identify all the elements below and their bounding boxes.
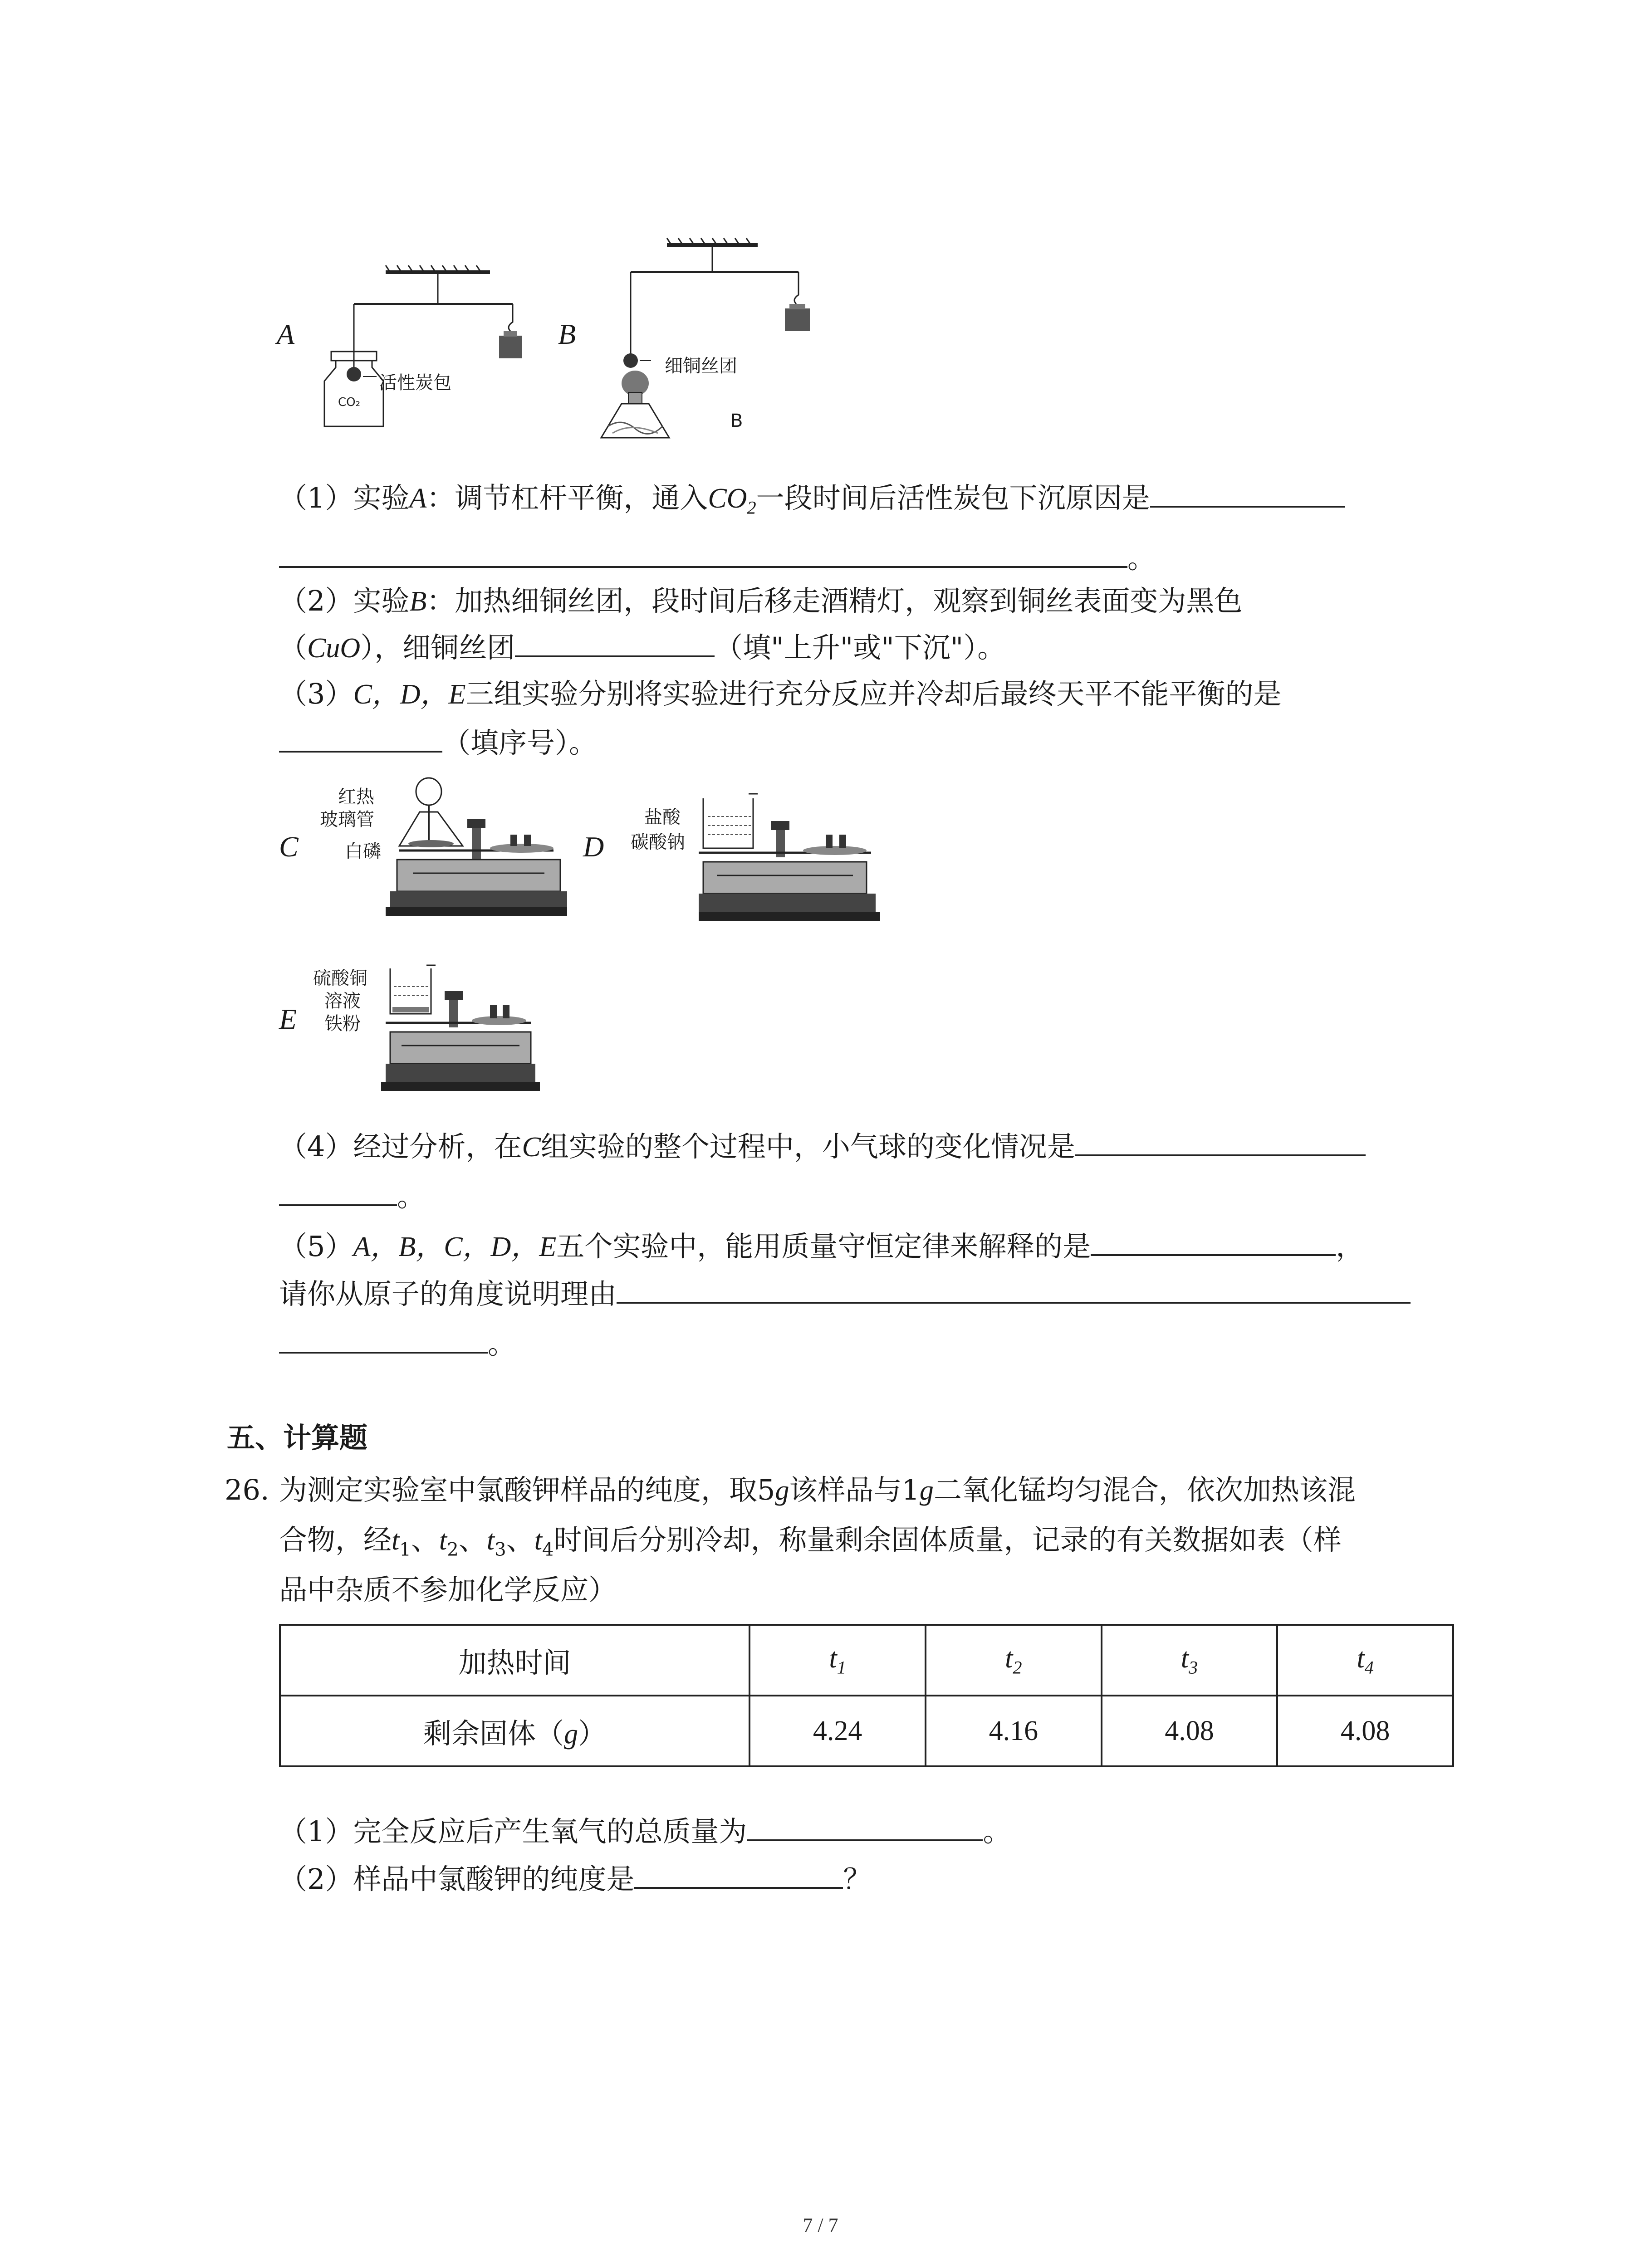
table-row-data [280,1696,1453,1766]
question-26-sub-2: （2）样品中氯酸钾的纯度是 ？ [279,1860,871,1897]
q5-answer-blank-2[interactable] [617,1275,1411,1304]
question-2-line-1: （2）实验B：加热细铜丝团，段时间后移走酒精灯，观察到铜丝表面变为黑色 [279,584,1243,617]
table-header-t1: $t_1$ [749,1625,926,1696]
figure-a-lever-apparatus [318,254,554,435]
table-row-header [280,1625,1453,1696]
q1-answer-blank-2[interactable] [279,539,1127,568]
question-26-line-3: 品中杂质不参加化学反应） [279,1573,617,1606]
table-cell-value: 4.08 [1277,1696,1453,1766]
figure-c-annotation-3: 白磷 [345,841,381,862]
question-4-line-2: 。 [279,1177,425,1215]
figure-e-balance-apparatus [381,962,544,1111]
q5-answer-blank-1[interactable] [1091,1227,1336,1256]
question-3-line-1: （3）C，D，E三组实验分别将实验进行充分反应并冷却后最终天平不能平衡的是 [279,677,1282,710]
figure-d-balance-apparatus [699,789,889,934]
figure-b-annotation: 细铜丝团 [665,356,737,376]
q4-answer-blank-1[interactable] [1075,1127,1366,1156]
table-header-t3: $t_3$ [1102,1625,1278,1696]
question-5-line-2: 请你从原子的角度说明理由 [279,1275,1411,1312]
figure-a-label: A [277,318,295,350]
question-1-line-1: （1）实验A：调节杠杆平衡，通入$CO_2$一段时间后活性炭包下沉原因是 [279,479,1345,526]
table-cell-value: 4.16 [926,1696,1102,1766]
figure-c-label: C [279,831,299,863]
table-header-t2: $t_2$ [926,1625,1102,1696]
table-header-label: 加热时间 [280,1625,749,1696]
table-cell-value: 4.08 [1102,1696,1278,1766]
page-number: 7 / 7 [803,2214,838,2236]
q5-answer-blank-3[interactable] [279,1325,488,1354]
question-3-line-2: （填序号）。 [279,723,597,761]
q1-answer-blank-1[interactable] [1150,479,1345,508]
question-5-line-3: 。 [279,1325,516,1362]
q3-answer-blank[interactable] [279,723,442,753]
figure-d-label: D [583,831,604,863]
table-row-label: 剩余固体（g） [280,1696,749,1766]
figure-c-annotation-2: 玻璃管 [320,809,374,830]
q4-answer-blank-2[interactable] [279,1177,397,1206]
figure-c-annotation-1: 红热 [338,787,374,807]
figure-b-lever-apparatus [590,227,844,454]
q26-2-answer-blank[interactable] [634,1860,843,1889]
figure-a-gas-label: CO₂ [338,396,361,409]
figure-e-label: E [279,1003,297,1035]
question-4-line-1: （4）经过分析，在C组实验的整个过程中，小气球的变化情况是 [279,1127,1366,1165]
q26-1-answer-blank[interactable] [747,1812,983,1841]
question-1-line-2: 。 [279,539,1156,577]
table-header-t4: $t_4$ [1277,1625,1453,1696]
q2-answer-blank[interactable] [515,628,715,657]
figure-b-lamp-label: B [730,411,743,431]
figure-e-annotation-2: 溶液 [324,991,361,1012]
section-title: 五、计算题 [227,1421,368,1454]
question-26-number: 26. [225,1473,269,1506]
figure-c-balance-apparatus [386,771,567,934]
figure-b-label: B [558,318,576,350]
question-26-line-2: 合物，经$t_1$、$t_2$、$t_3$、$t_4$时间后分别冷却，称量剩余固体质量，记录的有关数据如表（样 [279,1523,1342,1560]
table-cell-value: 4.24 [749,1696,926,1766]
question-26-sub-1: （1）完全反应后产生氧气的总质量为 。 [279,1812,1011,1850]
figure-e-annotation-3: 铁粉 [324,1013,361,1034]
figure-d-annotation-1: 盐酸 [644,807,681,828]
figure-e-annotation-1: 硫酸铜 [313,968,367,989]
figure-d-annotation-2: 碳酸钠 [631,832,685,853]
question-2-line-2: （CuO），细铜丝团 （填"上升"或"下沉"）。 [279,628,1005,666]
question-5-line-1: （5）A，B，C，D，E五个实验中，能用质量守恒定律来解释的是 ， [279,1227,1364,1265]
figure-a-annotation: 活性炭包 [379,372,451,393]
data-table [279,1624,1454,1767]
question-26-line-1: 为测定实验室中氯酸钾样品的纯度，取5g该样品与1g二氧化锰均匀混合，依次加热该混 [279,1473,1356,1506]
